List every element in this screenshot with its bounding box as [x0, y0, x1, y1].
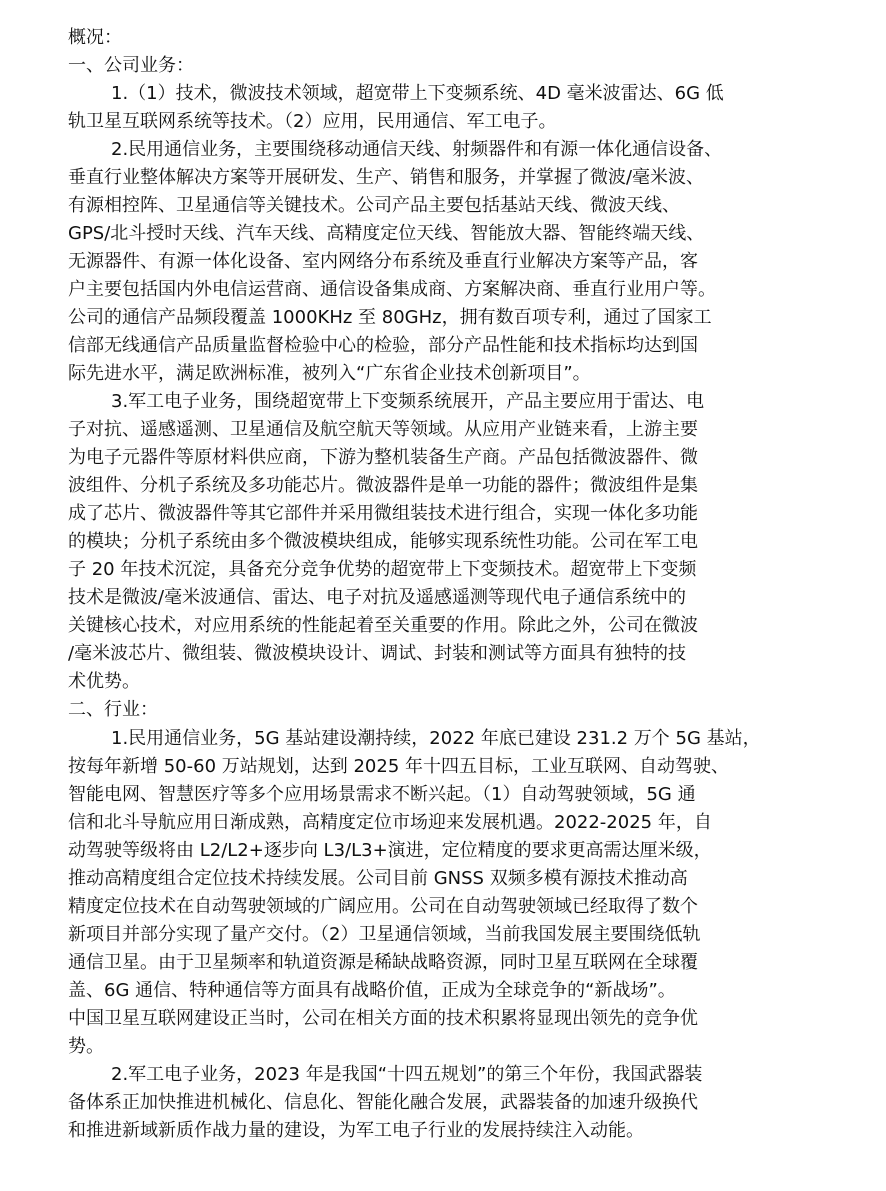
line-text: 1.（1）技术，微波技术领域，超宽带上下变频系统、4D 毫米波雷达、6G 低: [111, 83, 724, 104]
line-text: 二、行业：: [68, 699, 158, 720]
line-text: 中国卫星互联网建设正当时，公司在相关方面的技术积累将显现出领先的竞争优: [68, 1008, 698, 1029]
line-text: 技术是微波/毫米波通信、雷达、电子对抗及遥感遥测等现代电子通信系统中的: [68, 587, 687, 608]
line-text: 为电子元器件等原材料供应商，下游为整机装备生产商。产品包括微波器件、微: [68, 447, 698, 468]
line-text: 新项目并部分实现了量产交付。（2）卫星通信领域，当前我国发展主要围绕低轨: [68, 924, 701, 945]
line-text: 推动高精度组合定位技术持续发展。公司目前 GNSS 双频多模有源技术推动高: [68, 868, 688, 889]
line-text: 波组件、分机子系统及多功能芯片。微波器件是单一功能的器件；微波组件是集: [68, 475, 698, 496]
line-text: 2.军工电子业务，2023 年是我国“十四五规划”的第三个年份，我国武器装: [111, 1064, 703, 1085]
line-text: 概况：: [68, 27, 122, 48]
line-text: 和推进新域新质作战力量的建设，为军工电子行业的发展持续注入动能。: [68, 1120, 644, 1141]
line-text: 的模块；分机子系统由多个微波模块组成，能够实现系统性功能。公司在军工电: [68, 531, 698, 552]
line-text: 1.民用通信业务，5G 基站建设潮持续，2022 年底已建设 231.2 万个 5G 基站，: [111, 728, 761, 749]
line-text: 户主要包括国内外电信运营商、通信设备集成商、方案解决商、垂直行业用户等。: [68, 279, 716, 300]
line-text: GPS/北斗授时天线、汽车天线、高精度定位天线、智能放大器、智能终端天线、: [68, 223, 705, 244]
line-text: 动驾驶等级将由 L2/L2+逐步向 L3/L3+演进，定位精度的要求更高需达厘米级，: [68, 840, 712, 861]
line-text: 垂直行业整体解决方案等开展研发、生产、销售和服务，并掌握了微波/毫米波、: [68, 167, 705, 188]
line-text: 无源器件、有源一体化设备、室内网络分布系统及垂直行业解决方案等产品，客: [68, 251, 698, 272]
line-text: 通信卫星。由于卫星频率和轨道资源是稀缺战略资源，同时卫星互联网在全球覆: [68, 952, 698, 973]
line-text: 公司的通信产品频段覆盖 1000KHz 至 80GHz，拥有数百项专利，通过了国家工: [68, 307, 712, 328]
text-line: [0, 1115, 886, 1147]
section-heading: [0, 694, 886, 726]
line-text: 子对抗、遥感遥测、卫星通信及航空航天等领域。从应用产业链来看，上游主要: [68, 419, 698, 440]
line-text: 轨卫星互联网系统等技术。（2）应用，民用通信、军工电子。: [68, 111, 557, 132]
line-text: 关键核心技术，对应用系统的性能起着至关重要的作用。除此之外，公司在微波: [68, 615, 698, 636]
line-text: 际先进水平，满足欧洲标准，被列入“广东省企业技术创新项目”。: [68, 363, 591, 384]
line-text: 智能电网、智慧医疗等多个应用场景需求不断兴起。（1）自动驾驶领域，5G 通: [68, 784, 696, 805]
line-text: 3.军工电子业务，围绕超宽带上下变频系统展开，产品主要应用于雷达、电: [111, 391, 705, 412]
line-text: 有源相控阵、卫星通信等关键技术。公司产品主要包括基站天线、微波天线、: [68, 195, 680, 216]
line-text: 备体系正加快推进机械化、信息化、智能化融合发展，武器装备的加速升级换代: [68, 1092, 698, 1113]
line-text: 精度定位技术在自动驾驶领域的广阔应用。公司在自动驾驶领域已经取得了数个: [68, 896, 698, 917]
line-text: 一、公司业务：: [68, 55, 194, 76]
line-text: 信部无线通信产品质量监督检验中心的检验，部分产品性能和技术指标均达到国: [68, 335, 698, 356]
line-text: 势。: [68, 1036, 104, 1057]
line-text: 盖、6G 通信、特种通信等方面具有战略价值，正成为全球竞争的“新战场”。: [68, 980, 676, 1001]
line-text: 信和北斗导航应用日渐成熟，高精度定位市场迎来发展机遇。2022-2025 年，自: [68, 812, 712, 833]
line-text: /毫米波芯片、微组装、微波模块设计、调试、封装和测试等方面具有独特的技: [68, 643, 687, 664]
line-text: 按每年新增 50-60 万站规划，达到 2025 年十四五目标，工业互联网、自动驾驶、: [68, 756, 729, 777]
line-text: 术优势。: [68, 671, 140, 692]
line-text: 子 20 年技术沉淀，具备充分竞争优势的超宽带上下变频技术。超宽带上下变频: [68, 559, 697, 580]
line-text: 2.民用通信业务，主要围绕移动通信天线、射频器件和有源一体化通信设备、: [111, 139, 723, 160]
line-text: 成了芯片、微波器件等其它部件并采用微组装技术进行组合，实现一体化多功能: [68, 503, 698, 524]
